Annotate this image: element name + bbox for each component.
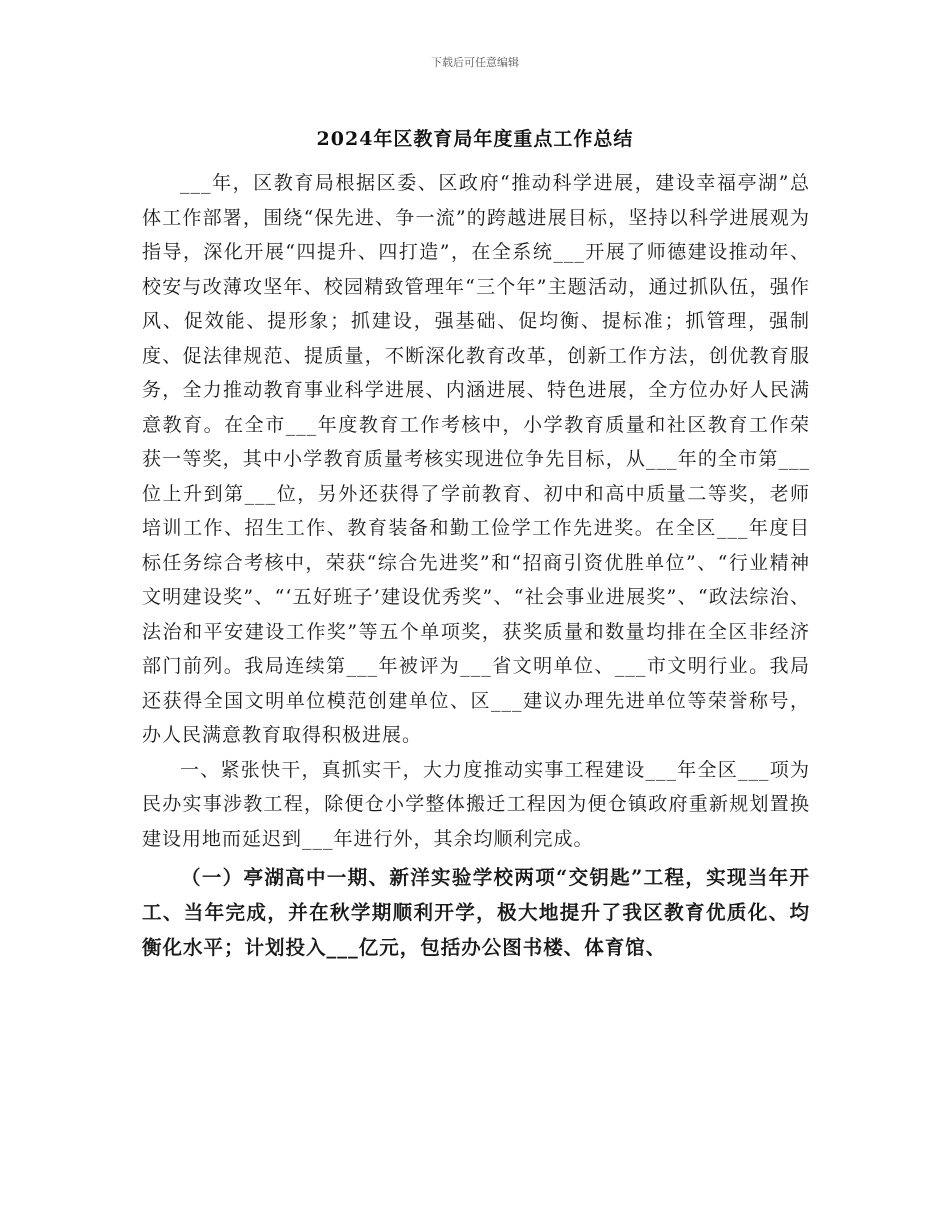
document-body bbox=[142, 166, 810, 965]
document-title: 2024年区教育局年度重点工作总结 bbox=[316, 128, 634, 150]
header-note: 下载后可任意编辑 bbox=[431, 56, 519, 69]
body-paragraph-bold: （一）亭湖高中一期、新洋实验学校两项“交钥匙”工程，实现当年开工、当年完成，并在秋学期顺利开学，极大地提升了我区教育优质化、均衡化水平；计划投入___亿元，包括办公图书楼、体育馆、 bbox=[142, 866, 810, 959]
body-paragraph: 一、紧张快干，真抓实干，大力度推动实事工程建设___年全区___项为民办实事涉教工程，除便仓小学整体搬迁工程因为便仓镇政府重新规划置换建设用地而延迟到___年进行外，其余均顺利完成。 bbox=[142, 758, 810, 850]
body-paragraph: ___年，区教育局根据区委、区政府“推动科学进展，建设幸福亭湖”总体工作部署，围绕“保先进、争一流”的跨越进展目标，坚持以科学进展观为指导，深化开展“四提升、四打造”，在全系统___开展了师德建设推动年、校安与改薄攻坚年、校园精致管理年“三个年”主题活动，通过抓队伍，强作风、促效能、提形象；抓建设，强基础、促均衡、提标准；抓管理，强制度、促法律规范、提质量，不断深化教育改革，创新工作方法，创优教育服务，全力推动教育事业科学进展、内涵进展、特色进展，全方位办好人民满意教育。在全市___年度教育工作考核中，小学教育质量和社区教育工作荣获一等奖，其中小学教育质量考核实现进位争先目标，从___年的全市第___位上升到第___位，另外还获得了学前教育、初中和高中质量二等奖，老师培训工作、招生工作、教育装备和勤工俭学工作先进奖。在全区___年度目标任务综合考核中，荣获“综合先进奖”和“招商引资优胜单位”、“行业精神文明建设奖”、“‘五好班子’建设优秀奖”、“社会事业进展奖”、“政法综治、法治和平安建设工作奖”等五个单项奖，获奖质量和数量均排在全区非经济部门前列。我局连续第___年被评为___省文明单位、___市文明行业。我局还获得全国文明单位模范创建单位、区___建议办理先进单位等荣誉称号，办人民满意教育取得积极进展。 bbox=[142, 172, 810, 746]
